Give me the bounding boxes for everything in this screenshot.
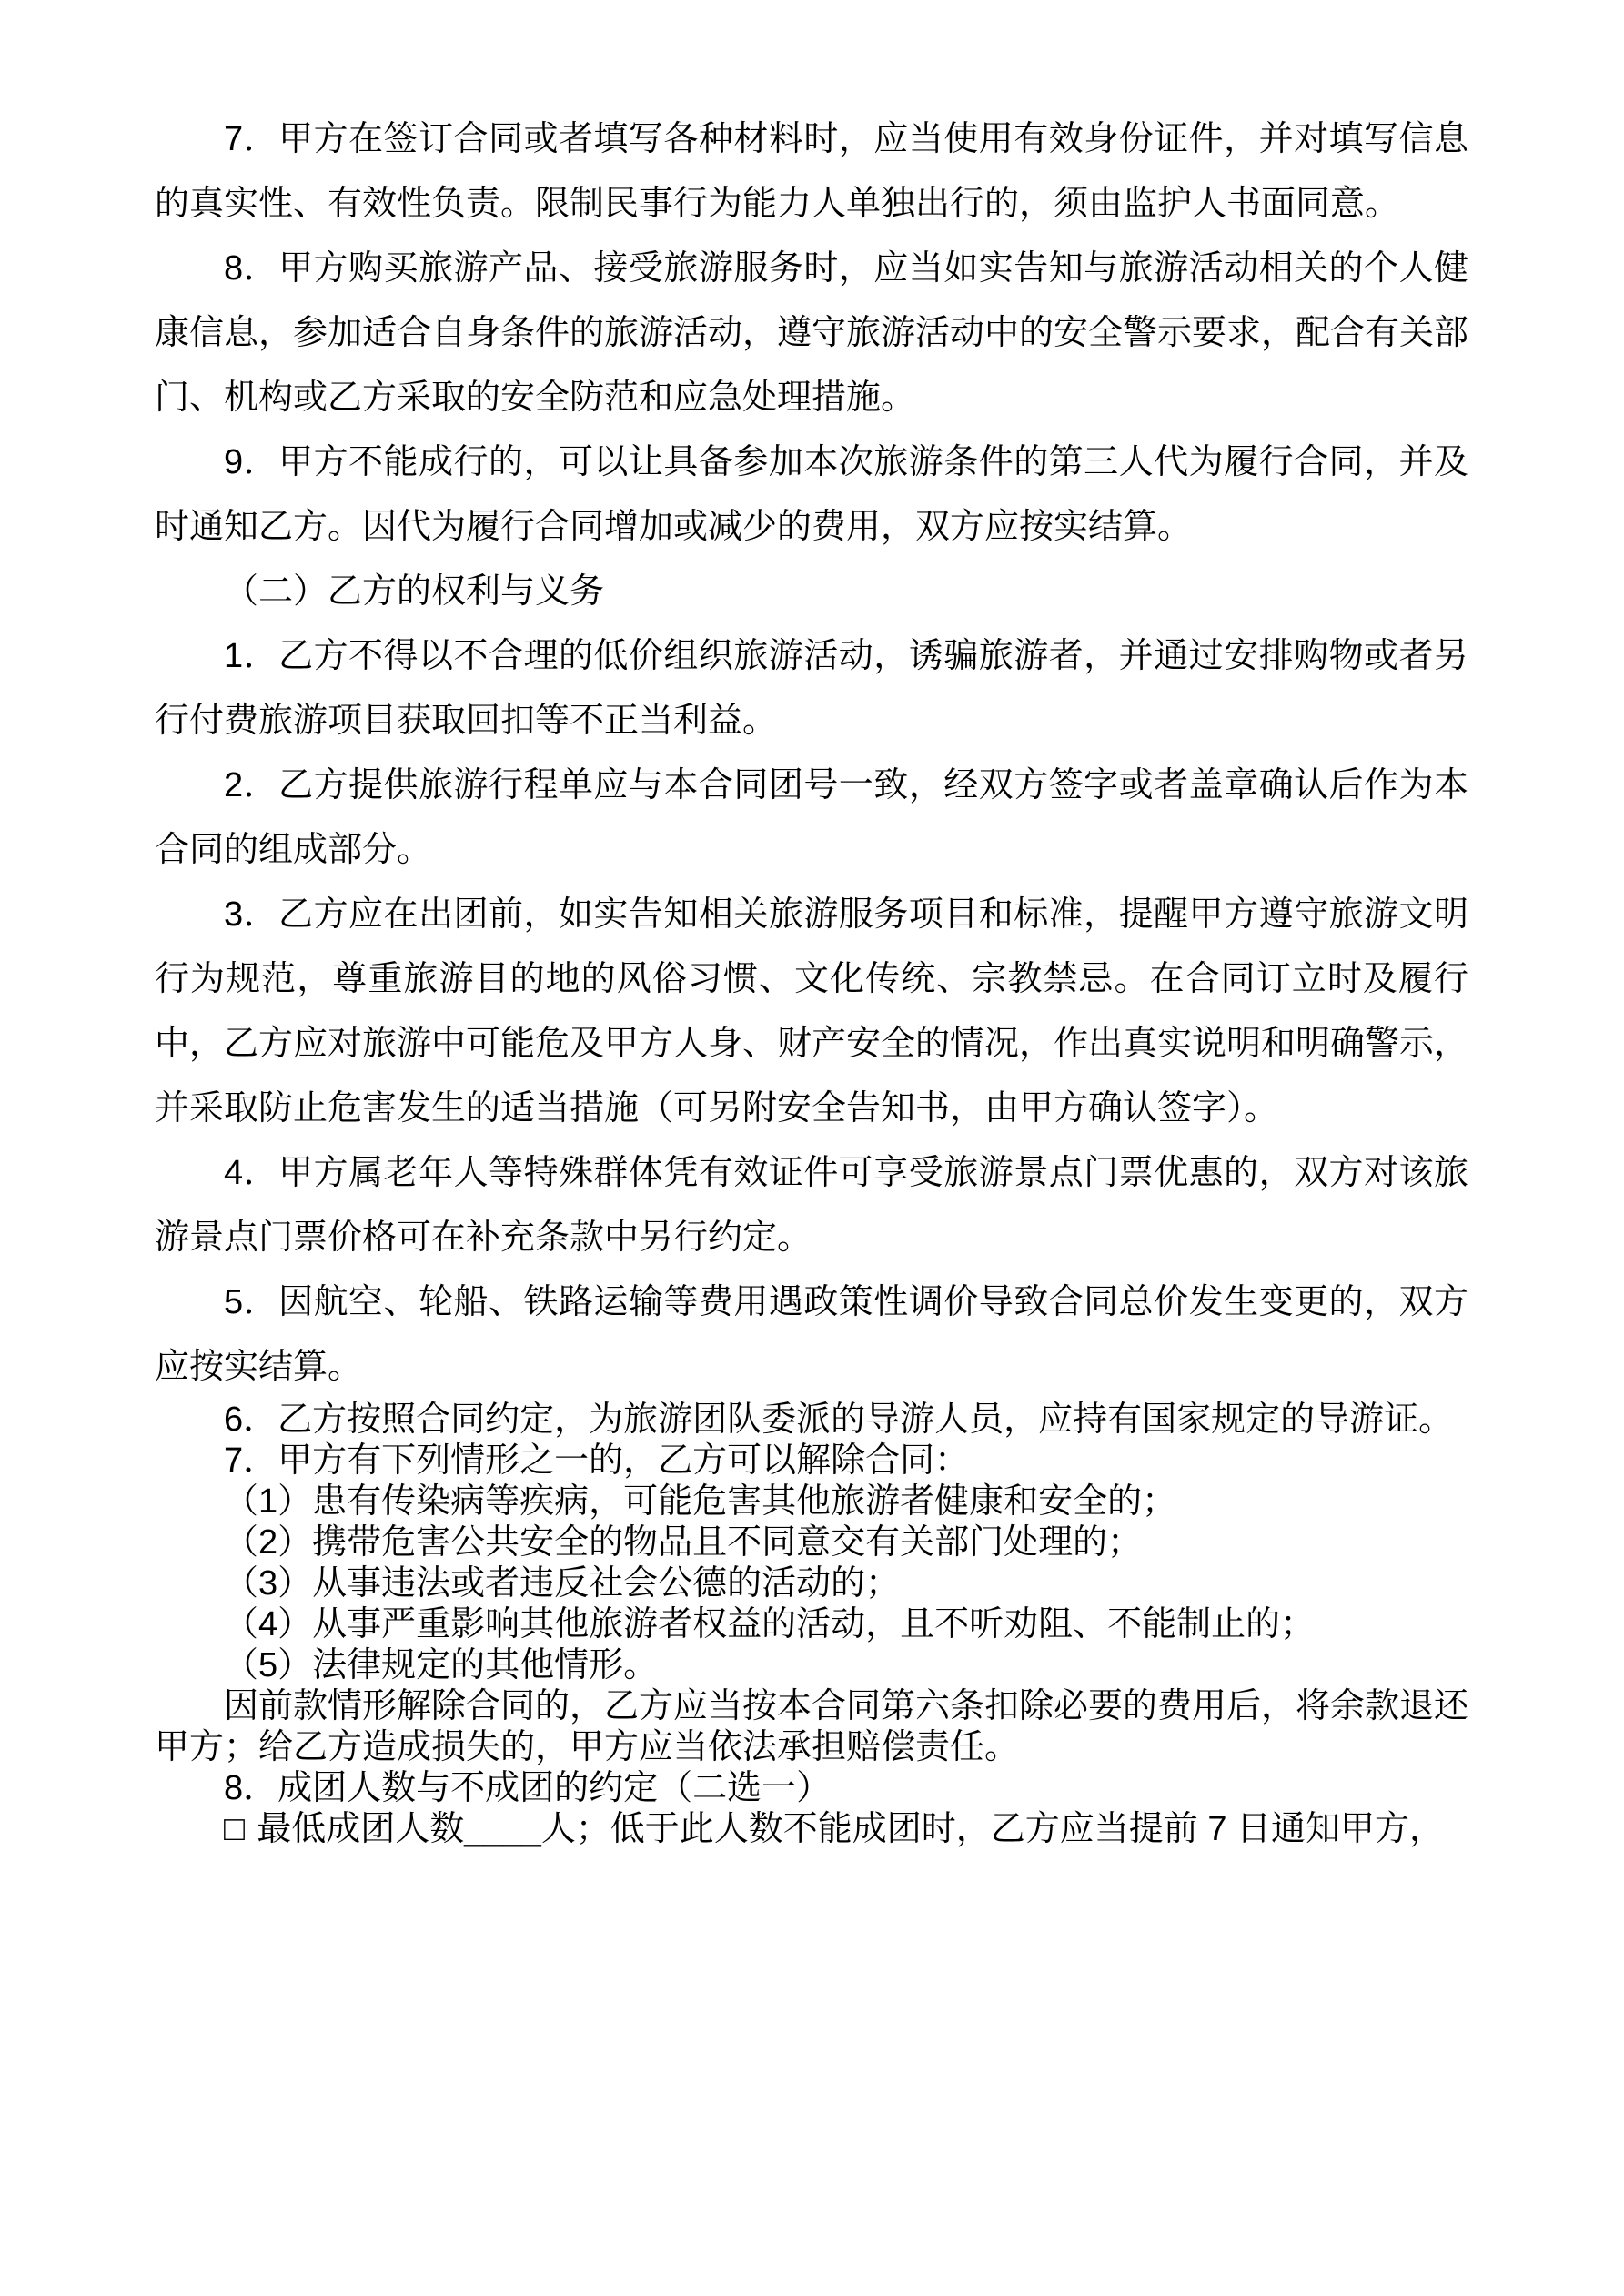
min-group-size-option-text: 最低成团人数____人；低于此人数不能成团时，乙方应当提前 7 日通知甲方， bbox=[257, 1810, 1445, 1848]
clause-party-b-5: 5．因航空、轮船、铁路运输等费用遇政策性调价导致合同总价发生变更的，双方应按实结算。 bbox=[155, 1283, 1468, 1386]
section-heading-party-b: （二）乙方的权利与义务 bbox=[224, 572, 605, 611]
termination-item-1: （1）患有传染病等疾病，可能危害其他旅游者健康和安全的； bbox=[224, 1482, 1177, 1521]
page-content bbox=[155, 107, 1468, 1850]
clause-party-b-6: 6．乙方按照合同约定，为旅游团队委派的导游人员，应持有国家规定的导游证。 bbox=[224, 1401, 1454, 1439]
termination-item-3: （3）从事违法或者违反社会公德的活动的； bbox=[224, 1564, 901, 1603]
checkbox-icon: □ bbox=[224, 1810, 245, 1848]
termination-item-4: （4）从事严重影响其他旅游者权益的活动，且不听劝阻、不能制止的； bbox=[224, 1605, 1316, 1644]
min-group-size-option bbox=[155, 1809, 1468, 1850]
clause-party-b-3: 3．乙方应在出团前，如实告知相关旅游服务项目和标准，提醒甲方遵守旅游文明行为规范，尊重旅游目的地的风俗习惯、文化传统、宗教禁忌。在合同订立时及履行中，乙方应对旅游中可能危及甲方人身、财产安全的情况，作出真实说明和明确警示，并采取防止危害发生的适当措施（可另附安全告知书，由甲方确认签字）。 bbox=[155, 895, 1469, 1128]
clause-party-b-8: 8．成团人数与不成团的约定（二选一） bbox=[224, 1769, 832, 1807]
termination-remedy: 因前款情形解除合同的，乙方应当按本合同第六条扣除必要的费用后，将余款退还甲方；给乙方造成损失的，甲方应当依法承担赔偿责任。 bbox=[155, 1687, 1469, 1766]
termination-item-5: （5）法律规定的其他情形。 bbox=[224, 1646, 659, 1684]
clause-party-b-4: 4．甲方属老年人等特殊群体凭有效证件可享受旅游景点门票优惠的，双方对该旅游景点门票价格可在补充条款中另行约定。 bbox=[155, 1154, 1468, 1257]
clause-party-a-8: 8．甲方购买旅游产品、接受旅游服务时，应当如实告知与旅游活动相关的个人健康信息，参加适合自身条件的旅游活动，遵守旅游活动中的安全警示要求，配合有关部门、机构或乙方采取的安全防范和应急处理措施。 bbox=[155, 249, 1469, 417]
clause-party-b-7: 7．甲方有下列情形之一的，乙方可以解除合同： bbox=[224, 1441, 970, 1480]
termination-item-2: （2）携带危害公共安全的物品且不同意交有关部门处理的； bbox=[224, 1523, 1143, 1562]
clause-party-a-9: 9．甲方不能成行的，可以让具备参加本次旅游条件的第三人代为履行合同，并及时通知乙方。因代为履行合同增加或减少的费用，双方应按实结算。 bbox=[155, 443, 1468, 546]
clause-party-a-7: 7．甲方在签订合同或者填写各种材料时，应当使用有效身份证件，并对填写信息的真实性、有效性负责。限制民事行为能力人单独出行的，须由监护人书面同意。 bbox=[155, 120, 1468, 223]
clause-party-b-1: 1．乙方不得以不合理的低价组织旅游活动，诱骗旅游者，并通过安排购物或者另行付费旅游项目获取回扣等不正当利益。 bbox=[155, 637, 1468, 740]
clause-party-b-2: 2．乙方提供旅游行程单应与本合同团号一致，经双方签字或者盖章确认后作为本合同的组成部分。 bbox=[155, 766, 1468, 869]
